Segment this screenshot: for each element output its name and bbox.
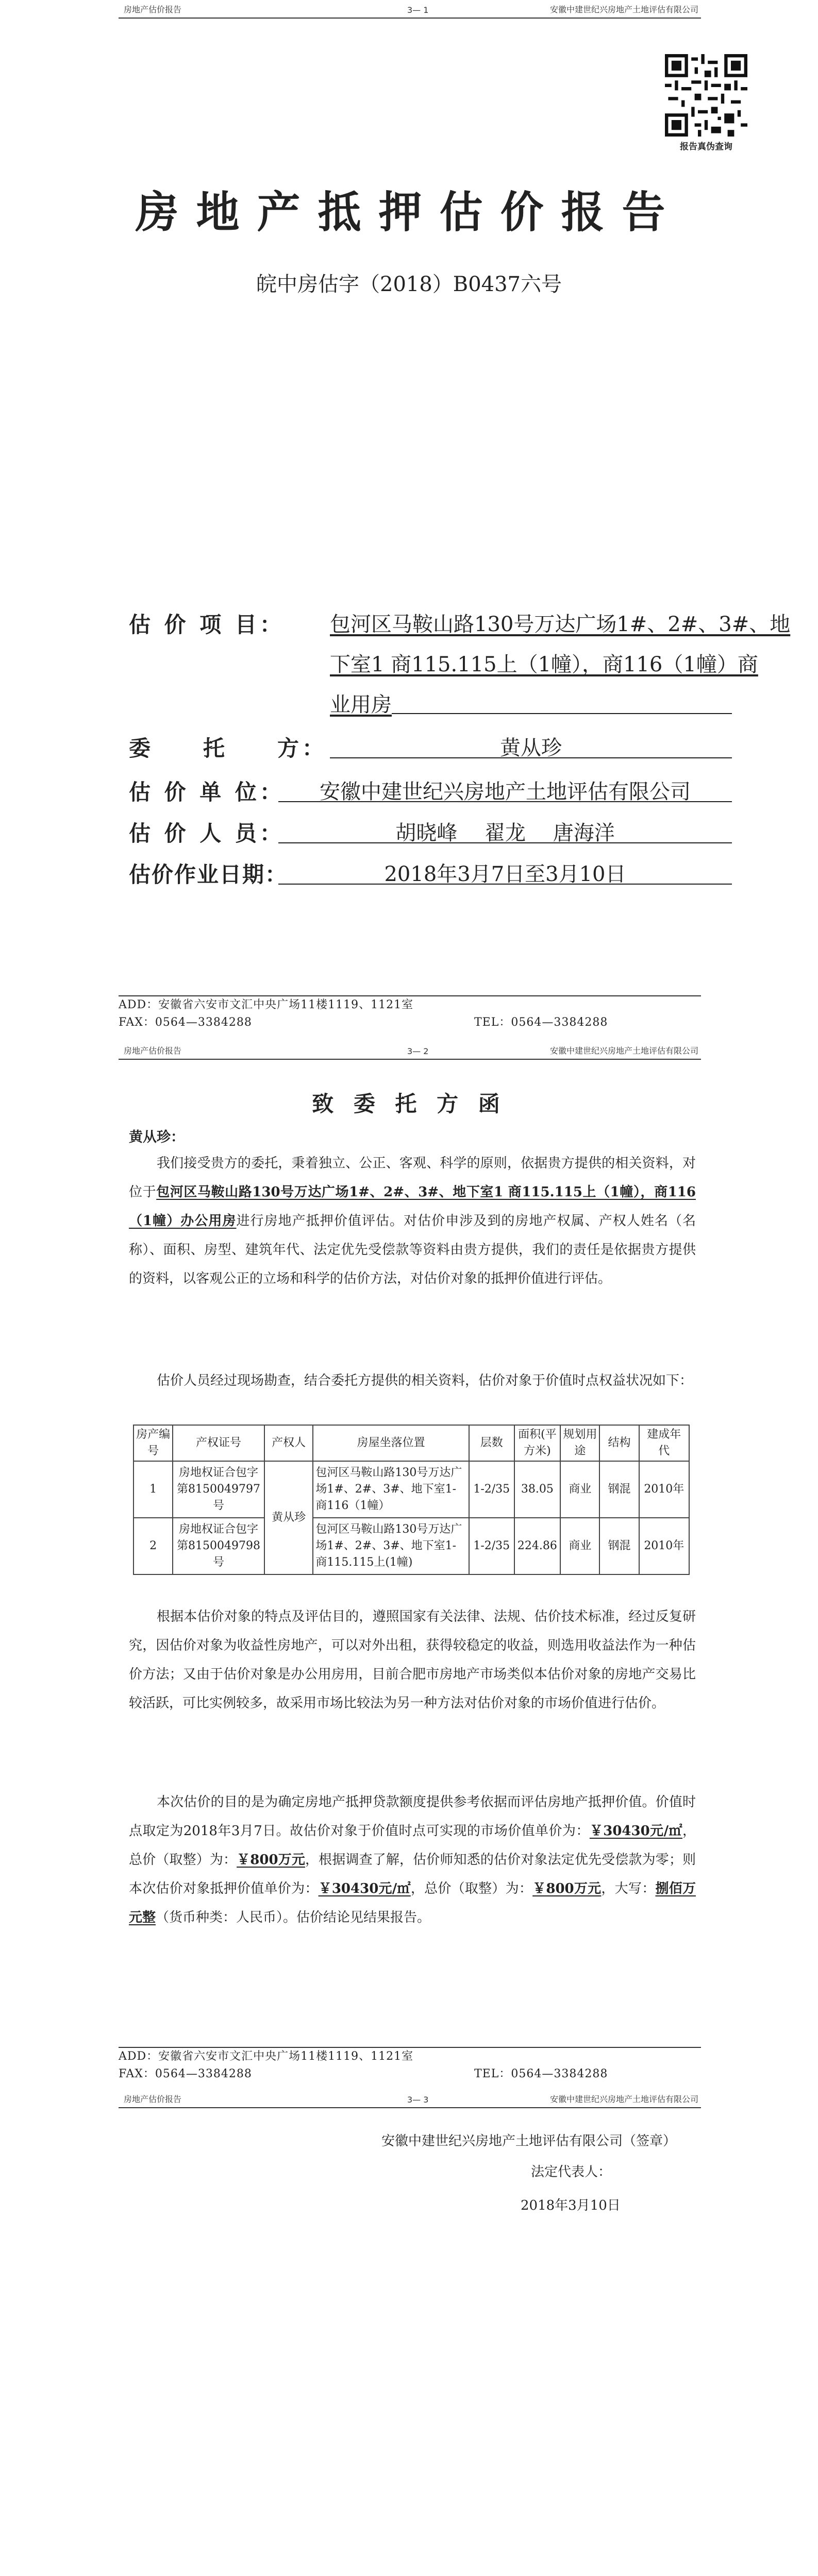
- cell-owner: 黄从珍: [264, 1461, 313, 1574]
- page-header-2: [119, 1043, 701, 1060]
- project-label: 估 价 项 目：: [129, 612, 285, 637]
- total-upper: 捌佰万元整: [129, 1881, 696, 1925]
- header-page-no: 3— 3: [407, 2095, 429, 2105]
- mortgage-unit-price: ￥30430元/㎡: [318, 1881, 411, 1896]
- footer-fax: FAX：0564—3384288: [119, 2067, 252, 2080]
- project-underline: [392, 713, 732, 714]
- cell-location: 包河区马鞍山路130号万达广场1#、2#、3#、地下室1-商116（1幢）: [313, 1461, 469, 1518]
- staff-label: 估 价 人 员：: [129, 821, 285, 846]
- letter-title: 致 委 托 方 函: [312, 1091, 506, 1116]
- th-year: 建成年代: [639, 1425, 689, 1461]
- footer-tel: TEL：0564—3384288: [474, 1016, 608, 1029]
- header-right: 安徽中建世纪兴房地产土地评估有限公司: [549, 2094, 698, 2104]
- table-row: [133, 1518, 689, 1574]
- project-line-3: 业用房: [330, 693, 392, 717]
- staff-value: 胡晓峰 翟龙 唐海洋: [395, 821, 615, 845]
- p4-text-b: ，总价（取整）为：: [129, 1823, 696, 1868]
- header-left: 房地产估价报告: [124, 2094, 182, 2104]
- cell-id: 2: [133, 1518, 173, 1574]
- footer-contact-row: [119, 1014, 701, 1031]
- th-id: 房产编号: [133, 1425, 173, 1461]
- p4-text-a: 本次估价的目的是为确定房地产抵押贷款额度提供参考依据而评估房地产抵押价值。价值时点取定为2018年3月7日。故估价对象于价值时点可实现的市场价值单价为：: [129, 1794, 696, 1839]
- header-left: 房地产估价报告: [124, 5, 182, 14]
- p4-text-c: ，根据调查了解，估价师知悉的估价对象法定优先受偿款为零；则本次估价对象抵押价值单价为：: [129, 1852, 696, 1896]
- signoff-company: 安徽中建世纪兴房地产土地评估有限公司（签章）: [381, 2133, 677, 2149]
- appraiser-value: 安徽中建世纪兴房地产土地评估有限公司: [320, 780, 691, 804]
- signoff-representative: 法定代表人：: [531, 2164, 612, 2180]
- table-header-row: [133, 1425, 689, 1461]
- qr-code-icon: [665, 54, 747, 137]
- th-cert: 产权证号: [173, 1425, 264, 1461]
- total-price: ￥800万元: [237, 1852, 305, 1868]
- letter-paragraph-4: [129, 1788, 696, 1932]
- page-footer-2: [119, 2047, 701, 2083]
- qr-code[interactable]: [665, 54, 747, 137]
- project-line-2: 下室1 商115.115上（1幢），商116（1幢）商: [330, 653, 758, 676]
- letter-salutation: 黄从珍：: [129, 1129, 185, 1145]
- client-label: 委 托 方：: [129, 736, 327, 761]
- p1-property-address: 包河区马鞍山路130号万达广场1#、2#、3#、地下室1 商115.115上（1幢），商116（1幢）办公用房: [129, 1184, 696, 1229]
- header-page-no: 3— 1: [407, 5, 429, 15]
- th-area: 面积(平方米): [514, 1425, 561, 1461]
- page-header-3: [119, 2092, 701, 2108]
- letter-paragraph-3: 根据本估价对象的特点及评估目的，遵照国家有关法律、法规、估价技术标准，经过反复研究，因估价对象为收益性房地产，可以对外出租，获得较稳定的收益，则选用收益法作为一种估价方法；又由于估价对象是办公用房用，目前合肥市房地产市场类似本估价对象的房地产交易比较活跃，可比实例较多，故采用市场比较法为另一种方法对估价对象的市场价值进行估价。: [129, 1609, 696, 1711]
- th-structure: 结构: [599, 1425, 639, 1461]
- footer-address: ADD：安徽省六安市文汇中央广场11楼1119、1121室: [119, 998, 414, 1011]
- qr-caption: 报告真伪查询: [680, 142, 732, 152]
- table-row: [133, 1461, 689, 1518]
- cell-year: 2010年: [639, 1461, 689, 1518]
- header-right: 安徽中建世纪兴房地产土地评估有限公司: [549, 5, 698, 14]
- project-line-1: 包河区马鞍山路130号万达广场1#、2#、3#、地: [330, 613, 791, 636]
- p4-text-d: ，总价（取整）为：: [410, 1881, 533, 1896]
- footer-contact-row: [119, 2065, 701, 2083]
- th-owner: 产权人: [264, 1425, 313, 1461]
- page-header-1: [119, 2, 701, 19]
- appraiser-label: 估 价 单 位：: [129, 779, 285, 805]
- header-right: 安徽中建世纪兴房地产土地评估有限公司: [549, 1046, 698, 1056]
- date-label: 估价作业日期：: [129, 862, 288, 887]
- cell-year: 2010年: [639, 1518, 689, 1574]
- report-title: 房地产抵押估价报告: [135, 187, 683, 238]
- p4-text-f: （货币种类：人民币）。估价结论见结果报告。: [156, 1910, 431, 1925]
- footer-tel: TEL：0564—3384288: [474, 2067, 608, 2080]
- mortgage-total-price: ￥800万元: [532, 1881, 602, 1896]
- report-number: 皖中房估字（2018）B0437六号: [256, 273, 562, 296]
- cell-cert: 房地权证合包字第8150049798号: [173, 1518, 264, 1574]
- header-page-no: 3— 2: [407, 1046, 429, 1056]
- date-value: 2018年3月7日至3月10日: [384, 862, 626, 886]
- letter-paragraph-2: 估价人员经过现场勘查，结合委托方提供的相关资料，估价对象于价值时点权益状况如下：: [157, 1373, 693, 1388]
- cell-location: 包河区马鞍山路130号万达广场1#、2#、3#、地下室1-商115.115上(1幢): [313, 1518, 469, 1574]
- p4-text-e: ，大写：: [601, 1881, 656, 1896]
- th-location: 房屋坐落位置: [313, 1425, 469, 1461]
- th-floors: 层数: [469, 1425, 514, 1461]
- footer-address: ADD：安徽省六安市文汇中央广场11楼1119、1121室: [119, 2050, 414, 2063]
- property-table: [133, 1425, 690, 1575]
- header-left: 房地产估价报告: [124, 1046, 182, 1056]
- cell-area: 224.86: [514, 1518, 561, 1574]
- cell-structure: 钢混: [599, 1461, 639, 1518]
- client-value: 黄从珍: [500, 736, 562, 760]
- cell-cert: 房地权证合包字第8150049797号: [173, 1461, 264, 1518]
- signoff-date: 2018年3月10日: [521, 2198, 621, 2213]
- page-footer-1: [119, 995, 701, 1031]
- cell-floors: 1-2/35: [469, 1518, 514, 1574]
- cell-id: 1: [133, 1461, 173, 1518]
- letter-paragraph-1: [129, 1149, 696, 1293]
- th-usage: 规划用途: [560, 1425, 599, 1461]
- unit-price: ￥30430元/㎡: [589, 1823, 682, 1839]
- cell-usage: 商业: [560, 1518, 599, 1574]
- p1-text-a: 我们接受贵方的委托，秉着独立、公正、客观、科学的原则，依据贵方提供的相关资料，对位于: [129, 1156, 696, 1200]
- p1-text-c: 进行房地产抵押价值评估。对估价申涉及到的房地产权属、产权人姓名（名称）、面积、房型、建筑年代、法定优先受偿款等资料由贵方提供，我们的责任是依据贵方提供的资料，以客观公正的立场和科学的估价方法，对估价对象的抵押价值进行评估。: [129, 1213, 696, 1286]
- cell-usage: 商业: [560, 1461, 599, 1518]
- cell-structure: 钢混: [599, 1518, 639, 1574]
- cell-area: 38.05: [514, 1461, 561, 1518]
- cell-floors: 1-2/35: [469, 1461, 514, 1518]
- footer-fax: FAX：0564—3384288: [119, 1016, 252, 1029]
